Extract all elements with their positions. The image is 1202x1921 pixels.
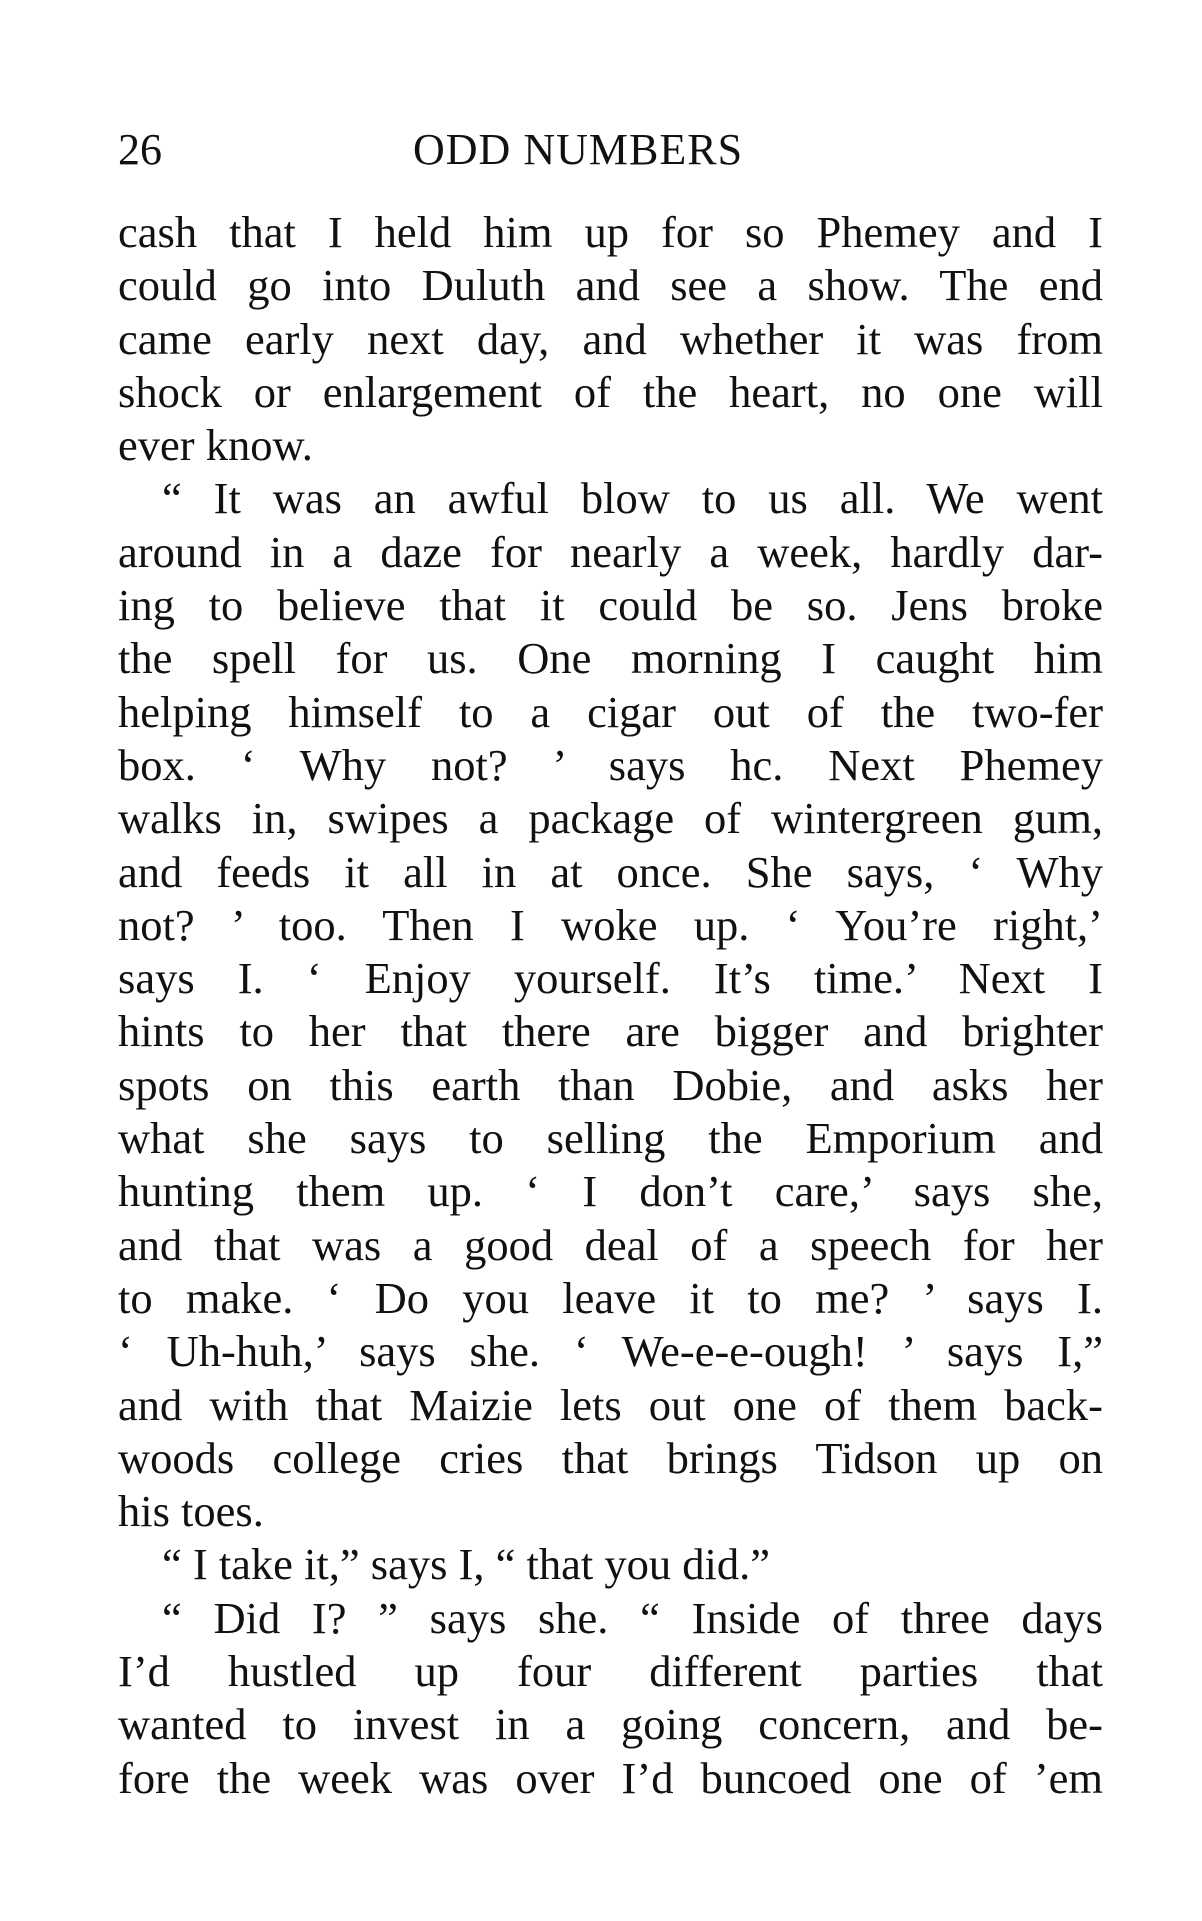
text-line: and that was a good deal of a speech for her (118, 1219, 1103, 1270)
text-line: and feeds it all in at once. She says, ‘ Why (118, 846, 1103, 897)
text-line: wanted to invest in a going concern, and be- (118, 1699, 1103, 1750)
text-line: fore the week was over I’d buncoed one of ’em (118, 1752, 1103, 1803)
running-title: ODD NUMBERS (413, 125, 744, 174)
body-text (118, 206, 1103, 1805)
text-line: what she says to selling the Emporium and (118, 1113, 1103, 1164)
text-line: and with that Maizie lets out one of them back- (118, 1379, 1103, 1430)
text-line: “ I take it,” says I, “ that you did.” (162, 1539, 770, 1590)
text-line: helping himself to a cigar out of the two-fer (118, 686, 1103, 737)
text-line: shock or enlargement of the heart, no one will (118, 366, 1103, 417)
text-line: ing to believe that it could be so. Jens broke (118, 580, 1103, 631)
text-line: ever know. (118, 420, 313, 471)
text-line: “ It was an awful blow to us all. We went (162, 473, 1103, 524)
text-line: came early next day, and whether it was from (118, 313, 1103, 364)
text-line: could go into Duluth and see a show. The end (118, 260, 1103, 311)
text-line: spots on this earth than Dobie, and asks her (118, 1059, 1103, 1110)
text-line: the spell for us. One morning I caught him (118, 633, 1103, 684)
text-line: ‘ Uh-huh,’ says she. ‘ We-e-e-ough! ’ says I,” (118, 1326, 1103, 1377)
text-line: hints to her that there are bigger and brighter (118, 1006, 1103, 1057)
text-line: hunting them up. ‘ I don’t care,’ says she, (118, 1166, 1103, 1217)
text-line: around in a daze for nearly a week, hardly dar- (118, 526, 1103, 577)
text-line: not? ’ too. Then I woke up. ‘ You’re right,’ (118, 899, 1103, 950)
text-line: box. ‘ Why not? ’ says hc. Next Phemey (118, 739, 1103, 790)
page-header (118, 120, 1103, 180)
page-number: 26 (118, 125, 162, 174)
text-line: to make. ‘ Do you leave it to me? ’ says I. (118, 1272, 1103, 1323)
text-line: says I. ‘ Enjoy yourself. It’s time.’ Next I (118, 953, 1103, 1004)
text-line: I’d hustled up four different parties that (118, 1646, 1103, 1697)
text-line: “ Did I? ” says she. “ Inside of three days (162, 1592, 1103, 1643)
text-line: woods college cries that brings Tidson up on (118, 1432, 1103, 1483)
text-line: cash that I held him up for so Phemey and I (118, 207, 1103, 257)
text-line: walks in, swipes a package of wintergreen gum, (118, 793, 1103, 844)
text-line: his toes. (118, 1486, 264, 1537)
